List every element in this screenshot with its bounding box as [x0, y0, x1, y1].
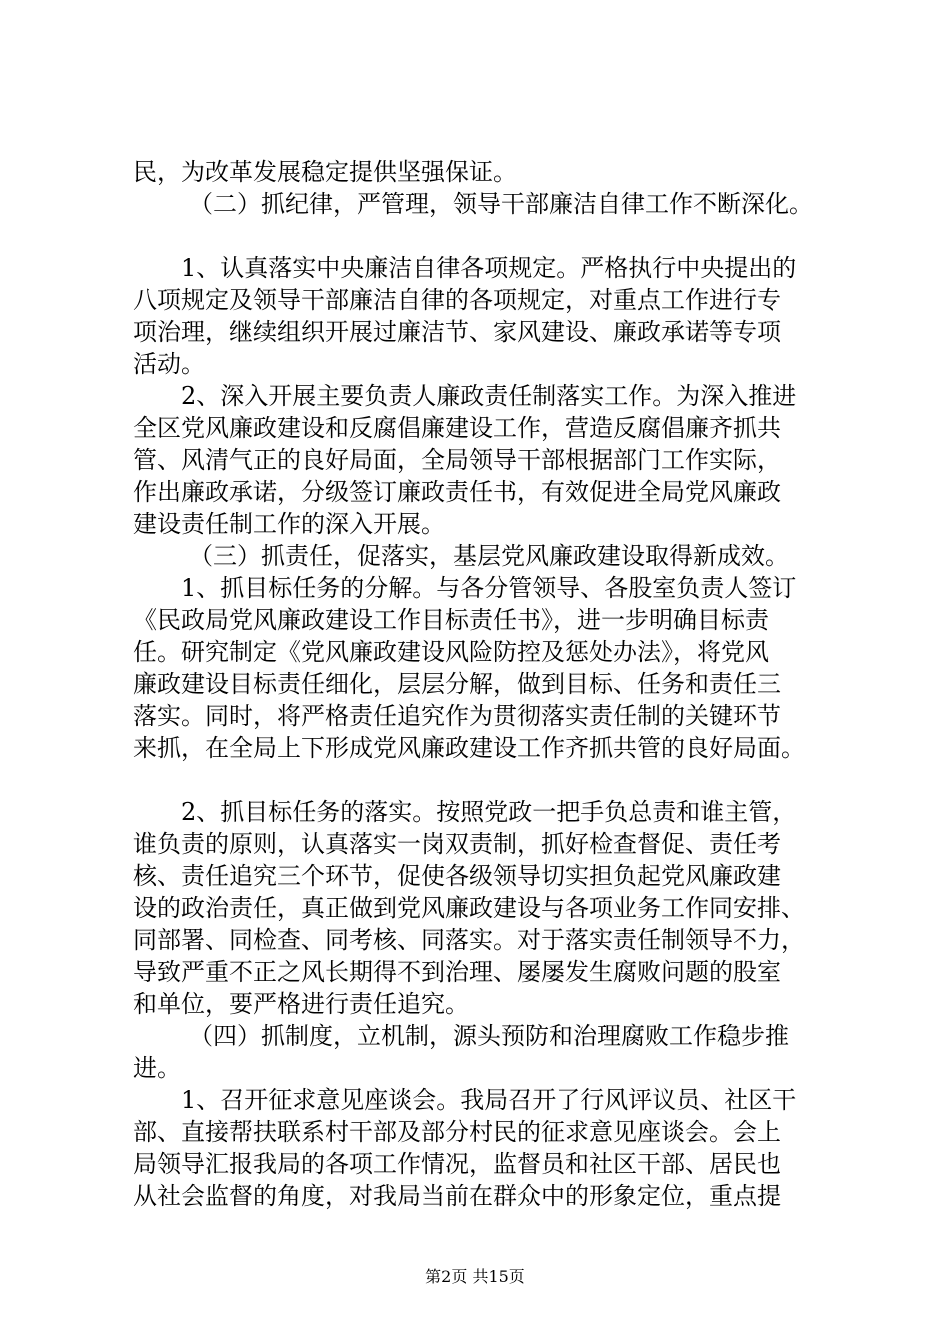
text-line: 八项规定及领导干部廉洁自律的各项规定，对重点工作进行专	[133, 286, 781, 314]
text-line: 1、抓目标任务的分解。与各分管领导、各股室负责人签订	[181, 574, 797, 602]
blank-line	[133, 764, 833, 796]
text-line: 部、直接帮扶联系村干部及部分村民的征求意见座谈会。会上	[133, 1118, 781, 1146]
text-line: 核、责任追究三个环节，促使各级领导切实担负起党风廉政建	[133, 862, 781, 890]
text-line: 1、认真落实中央廉洁自律各项规定。严格执行中央提出的	[181, 254, 797, 282]
section-heading: （三）抓责任，促落实，基层党风廉政建设取得新成效。	[189, 542, 789, 570]
document-body	[133, 156, 833, 1212]
text-line: 局领导汇报我局的各项工作情况，监督员和社区干部、居民也	[133, 1150, 781, 1178]
text-line: 进。	[133, 1054, 181, 1082]
text-line: 谁负责的原则，认真落实一岗双责制，抓好检查督促、责任考	[133, 830, 781, 858]
text-line: 1、召开征求意见座谈会。我局召开了行风评议员、社区干	[181, 1086, 797, 1114]
page-number-footer: 第2页 共15页	[425, 1267, 525, 1286]
text-line: 和单位，要严格进行责任追究。	[133, 990, 469, 1018]
text-line: 活动。	[133, 350, 205, 378]
text-line: 建设责任制工作的深入开展。	[133, 510, 445, 538]
text-line: 民，为改革发展稳定提供坚强保证。	[133, 158, 517, 186]
text-line: 导致严重不正之风长期得不到治理、屡屡发生腐败问题的股室	[133, 958, 781, 986]
text-line: 作出廉政承诺，分级签订廉政责任书，有效促进全局党风廉政	[133, 478, 781, 506]
text-line: 设的政治责任，真正做到党风廉政建设与各项业务工作同安排、	[133, 894, 805, 922]
text-line: 2、抓目标任务的落实。按照党政一把手负总责和谁主管，	[181, 798, 797, 826]
text-line: 任。研究制定《党风廉政建设风险防控及惩处办法》，将党风	[133, 638, 769, 666]
text-line: 廉政建设目标责任细化，层层分解，做到目标、任务和责任三	[133, 670, 781, 698]
text-line: 从社会监督的角度，对我局当前在群众中的形象定位，重点提	[133, 1182, 781, 1210]
text-line: 《民政局党风廉政建设工作目标责任书》，进一步明确目标责	[133, 606, 769, 634]
blank-line	[133, 220, 833, 252]
text-line: 落实。同时，将严格责任追究作为贯彻落实责任制的关键环节	[133, 702, 781, 730]
text-line: 管、风清气正的良好局面，全局领导干部根据部门工作实际，	[133, 446, 781, 474]
text-line: 项治理，继续组织开展过廉洁节、家风建设、廉政承诺等专项	[133, 318, 781, 346]
text-line: 全区党风廉政建设和反腐倡廉建设工作，营造反腐倡廉齐抓共	[133, 414, 781, 442]
section-heading: （二）抓纪律，严管理，领导干部廉洁自律工作不断深化。	[189, 190, 813, 218]
text-line: 2、深入开展主要负责人廉政责任制落实工作。为深入推进	[181, 382, 797, 410]
section-heading: （四）抓制度，立机制，源头预防和治理腐败工作稳步推	[189, 1022, 789, 1050]
text-line: 来抓，在全局上下形成党风廉政建设工作齐抓共管的良好局面。	[133, 734, 805, 762]
text-line: 同部署、同检查、同考核、同落实。对于落实责任制领导不力，	[133, 926, 805, 954]
